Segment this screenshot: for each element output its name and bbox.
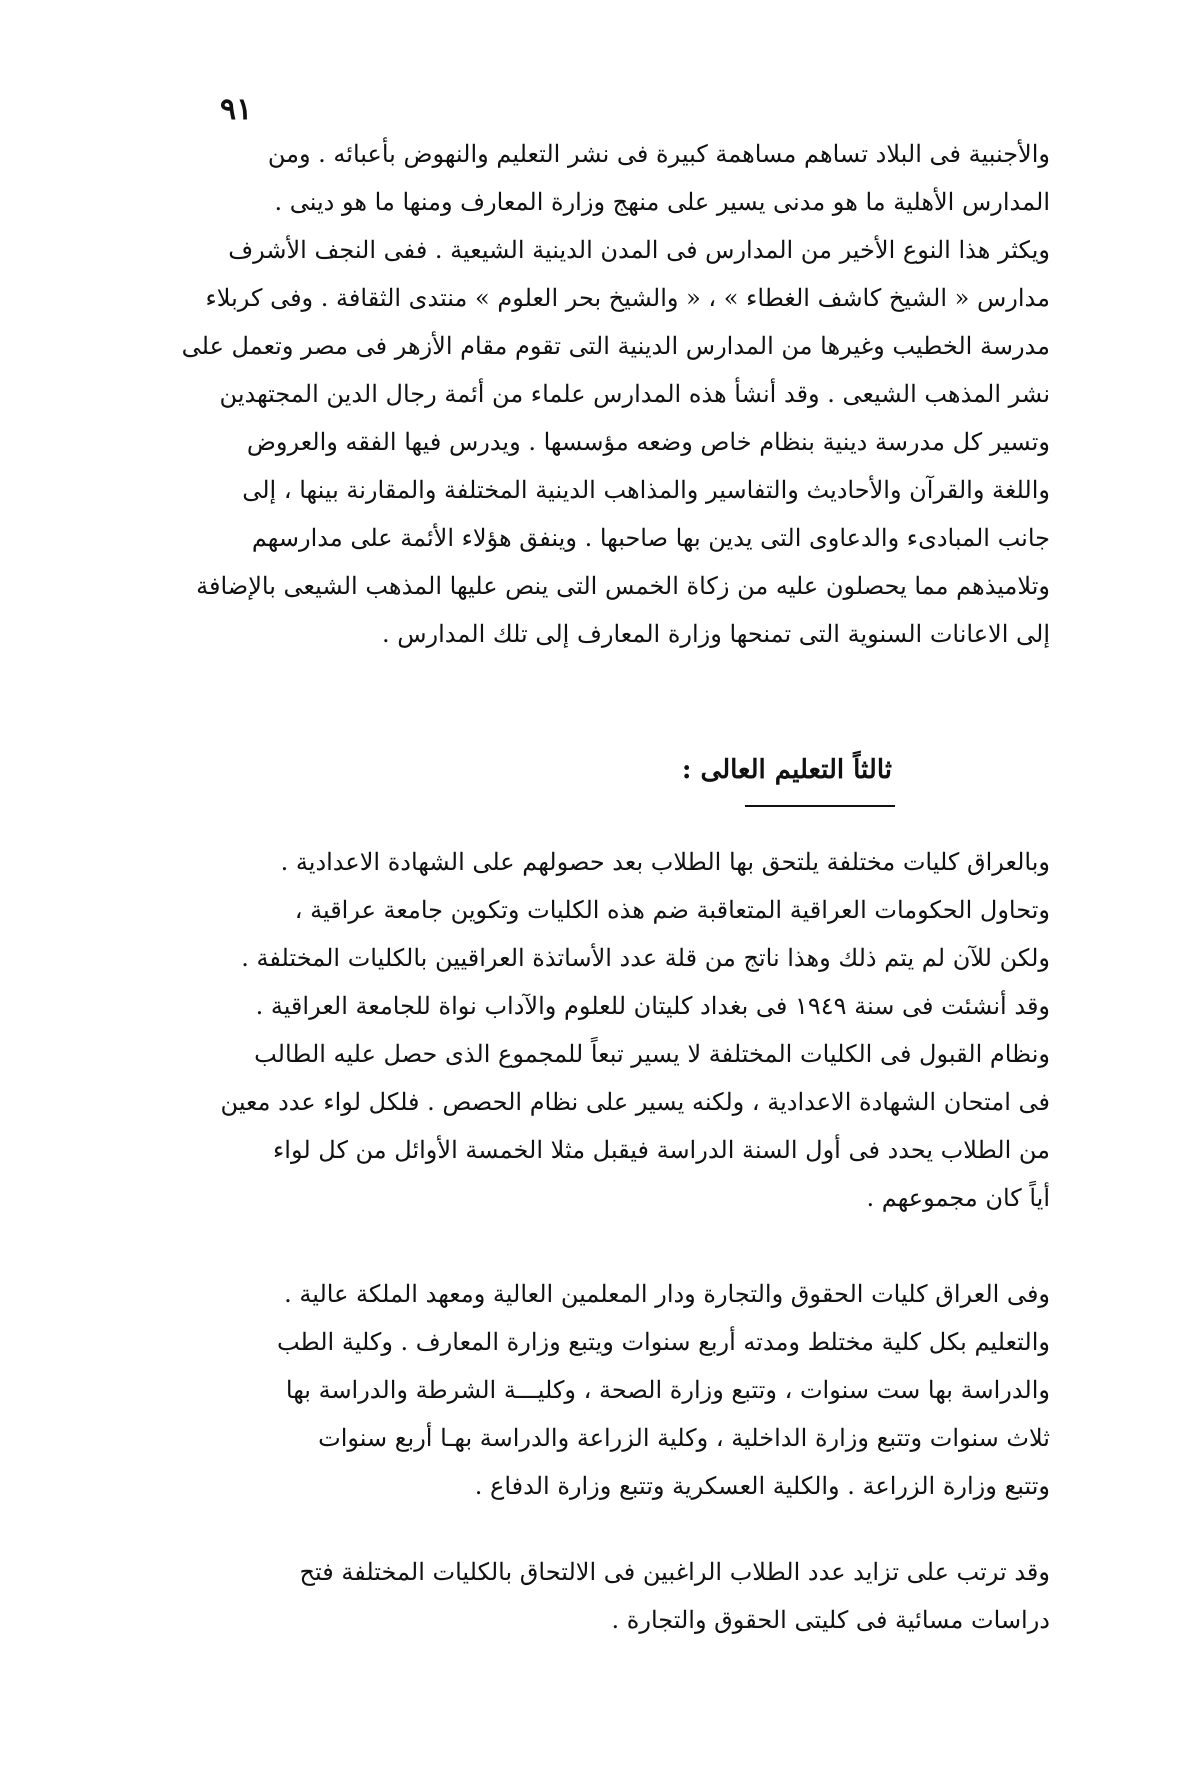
text-line: وتحاول الحكومات العراقية المتعاقبة ضم هذه الكليات وتكوين جامعة عراقية ، (294, 896, 1050, 924)
text-line: مدرسة الخطيب وغيرها من المدارس الدينية التى تقوم مقام الأزهر فى مصر وتعمل على (181, 332, 1050, 360)
text-line: وبالعراق كليات مختلفة يلتحق بها الطلاب بعد حصولهم على الشهادة الاعدادية . (280, 848, 1050, 876)
text-line: مدارس « الشيخ كاشف الغطاء » ، « والشيخ بحر العلوم » منتدى الثقافة . وفى كربلاء (205, 284, 1050, 312)
text-line: أياً كان مجموعهم . (866, 1184, 1050, 1212)
text-line: وقد أنشئت فى سنة ١٩٤٩ فى بغداد كليتان للعلوم والآداب نواة للجامعة العراقية . (255, 992, 1050, 1020)
text-line: ثلاث سنوات وتتبع وزارة الداخلية ، وكلية الزراعة والدراسة بهـا أربع سنوات (318, 1424, 1050, 1452)
text-line: واللغة والقرآن والأحاديث والتفاسير والمذاهب الدينية المختلفة والمقارنة بينها ، إلى (242, 476, 1050, 504)
text-line: من الطلاب يحدد فى أول السنة الدراسة فيقبل مثلا الخمسة الأوائل من كل لواء (273, 1136, 1050, 1164)
text-line: والدراسة بها ست سنوات ، وتتبع وزارة الصحة ، وكليـــة الشرطة والدراسة بها (285, 1376, 1050, 1404)
paragraph-colleges (150, 1270, 1050, 1510)
text-line: ولكن للآن لم يتم ذلك وهذا ناتج من قلة عدد الأساتذة العراقيين بالكليات المختلفة . (241, 944, 1050, 972)
paragraph-higher-education (150, 838, 1050, 1222)
text-line: ونظام القبول فى الكليات المختلفة لا يسير تبعاً للمجموع الذى حصل عليه الطالب (254, 1040, 1050, 1068)
text-line: والتعليم بكل كلية مختلط ومدته أربع سنوات ويتبع وزارة المعارف . وكلية الطب (276, 1328, 1050, 1356)
text-line: المدارس الأهلية ما هو مدنى يسير على منهج وزارة المعارف ومنها ما هو دينى . (274, 188, 1050, 216)
section-heading: ثالثاً التعليم العالى : (681, 755, 892, 785)
paragraph-private-schools (150, 130, 1050, 658)
paragraph-evening-studies (150, 1548, 1050, 1644)
heading-underline (745, 805, 895, 807)
text-line: وتتبع وزارة الزراعة . والكلية العسكرية وتتبع وزارة الدفاع . (474, 1472, 1050, 1500)
text-line: دراسات مسائية فى كليتى الحقوق والتجارة . (611, 1606, 1050, 1634)
text-line: وقد ترتب على تزايد عدد الطلاب الراغبين فى الالتحاق بالكليات المختلفة فتح (299, 1558, 1050, 1586)
text-line: وتسير كل مدرسة دينية بنظام خاص وضعه مؤسسها . ويدرس فيها الفقه والعروض (246, 428, 1050, 456)
text-line: جانب المبادىء والدعاوى التى يدين بها صاحبها . وينفق هؤلاء الأئمة على مدارسهم (251, 524, 1050, 552)
text-line: فى امتحان الشهادة الاعدادية ، ولكنه يسير على نظام الحصص . فلكل لواء عدد معين (220, 1088, 1050, 1116)
text-line: ويكثر هذا النوع الأخير من المدارس فى المدن الدينية الشيعية . ففى النجف الأشرف (228, 236, 1050, 264)
text-line: وفى العراق كليات الحقوق والتجارة ودار المعلمين العالية ومعهد الملكة عالية . (284, 1280, 1050, 1308)
text-line: والأجنبية فى البلاد تساهم مساهمة كبيرة فى نشر التعليم والنهوض بأعبائه . ومن (267, 140, 1050, 168)
text-line: وتلاميذهم مما يحصلون عليه من زكاة الخمس التى ينص عليها المذهب الشيعى بالإضافة (196, 572, 1050, 600)
text-line: إلى الاعانات السنوية التى تمنحها وزارة المعارف إلى تلك المدارس . (381, 620, 1050, 648)
text-line: نشر المذهب الشيعى . وقد أنشأ هذه المدارس علماء من أئمة رجال الدين المجتهدين (219, 380, 1050, 408)
page-number: ٩١ (220, 92, 253, 127)
